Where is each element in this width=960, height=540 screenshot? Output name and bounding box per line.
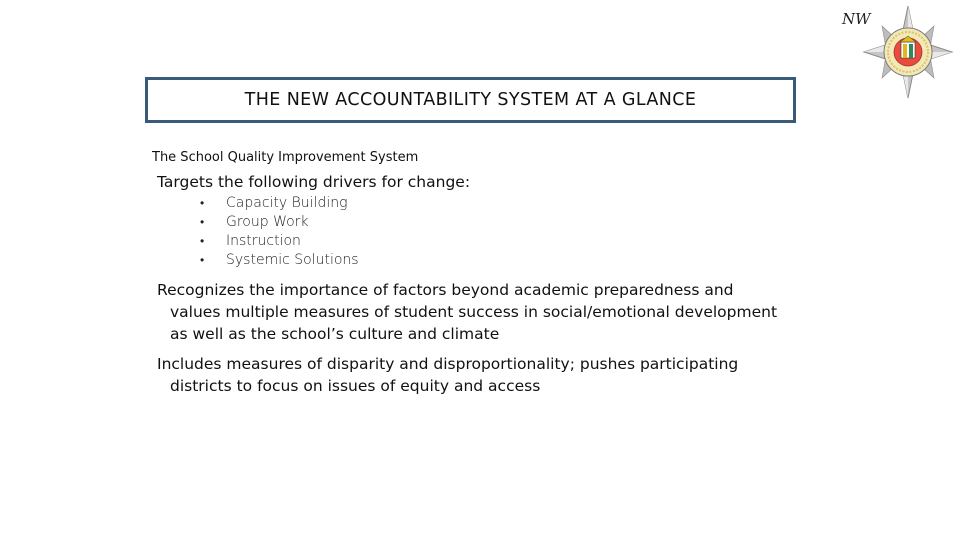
list-item-label: Capacity Building: [226, 195, 348, 211]
list-item-label: Instruction: [226, 233, 301, 249]
list-item: [200, 194, 359, 213]
list-item: [200, 213, 359, 232]
paragraph-line: as well as the school’s culture and climate: [170, 325, 500, 343]
bullet: •: [200, 215, 205, 229]
paragraph-line: values multiple measures of student success in social/emotional development: [170, 303, 778, 321]
paragraph-recognizes: [157, 279, 797, 345]
title-box: [145, 77, 796, 123]
drivers-heading: Targets the following drivers for change:: [157, 173, 471, 191]
page-title: THE NEW ACCOUNTABILITY SYSTEM AT A GLANCE: [244, 90, 697, 110]
compass-seal-logo: [842, 6, 954, 100]
drivers-list: [200, 194, 359, 270]
list-item: [200, 251, 359, 270]
bullet: •: [200, 196, 205, 210]
paragraph-line: districts to focus on issues of equity and access: [170, 377, 541, 395]
list-item-label: Group Work: [226, 214, 309, 230]
paragraph-line: Recognizes the importance of factors beyond academic preparedness and: [157, 281, 734, 299]
bullet: •: [200, 234, 205, 248]
paragraph-includes: [157, 353, 797, 397]
bullet: •: [200, 253, 205, 267]
list-item-label: Systemic Solutions: [226, 252, 359, 268]
subtitle: The School Quality Improvement System: [152, 150, 419, 165]
list-item: [200, 232, 359, 251]
logo-nw-text: NW: [842, 10, 871, 28]
paragraph-line: Includes measures of disparity and disproportionality; pushes participating: [157, 355, 739, 373]
